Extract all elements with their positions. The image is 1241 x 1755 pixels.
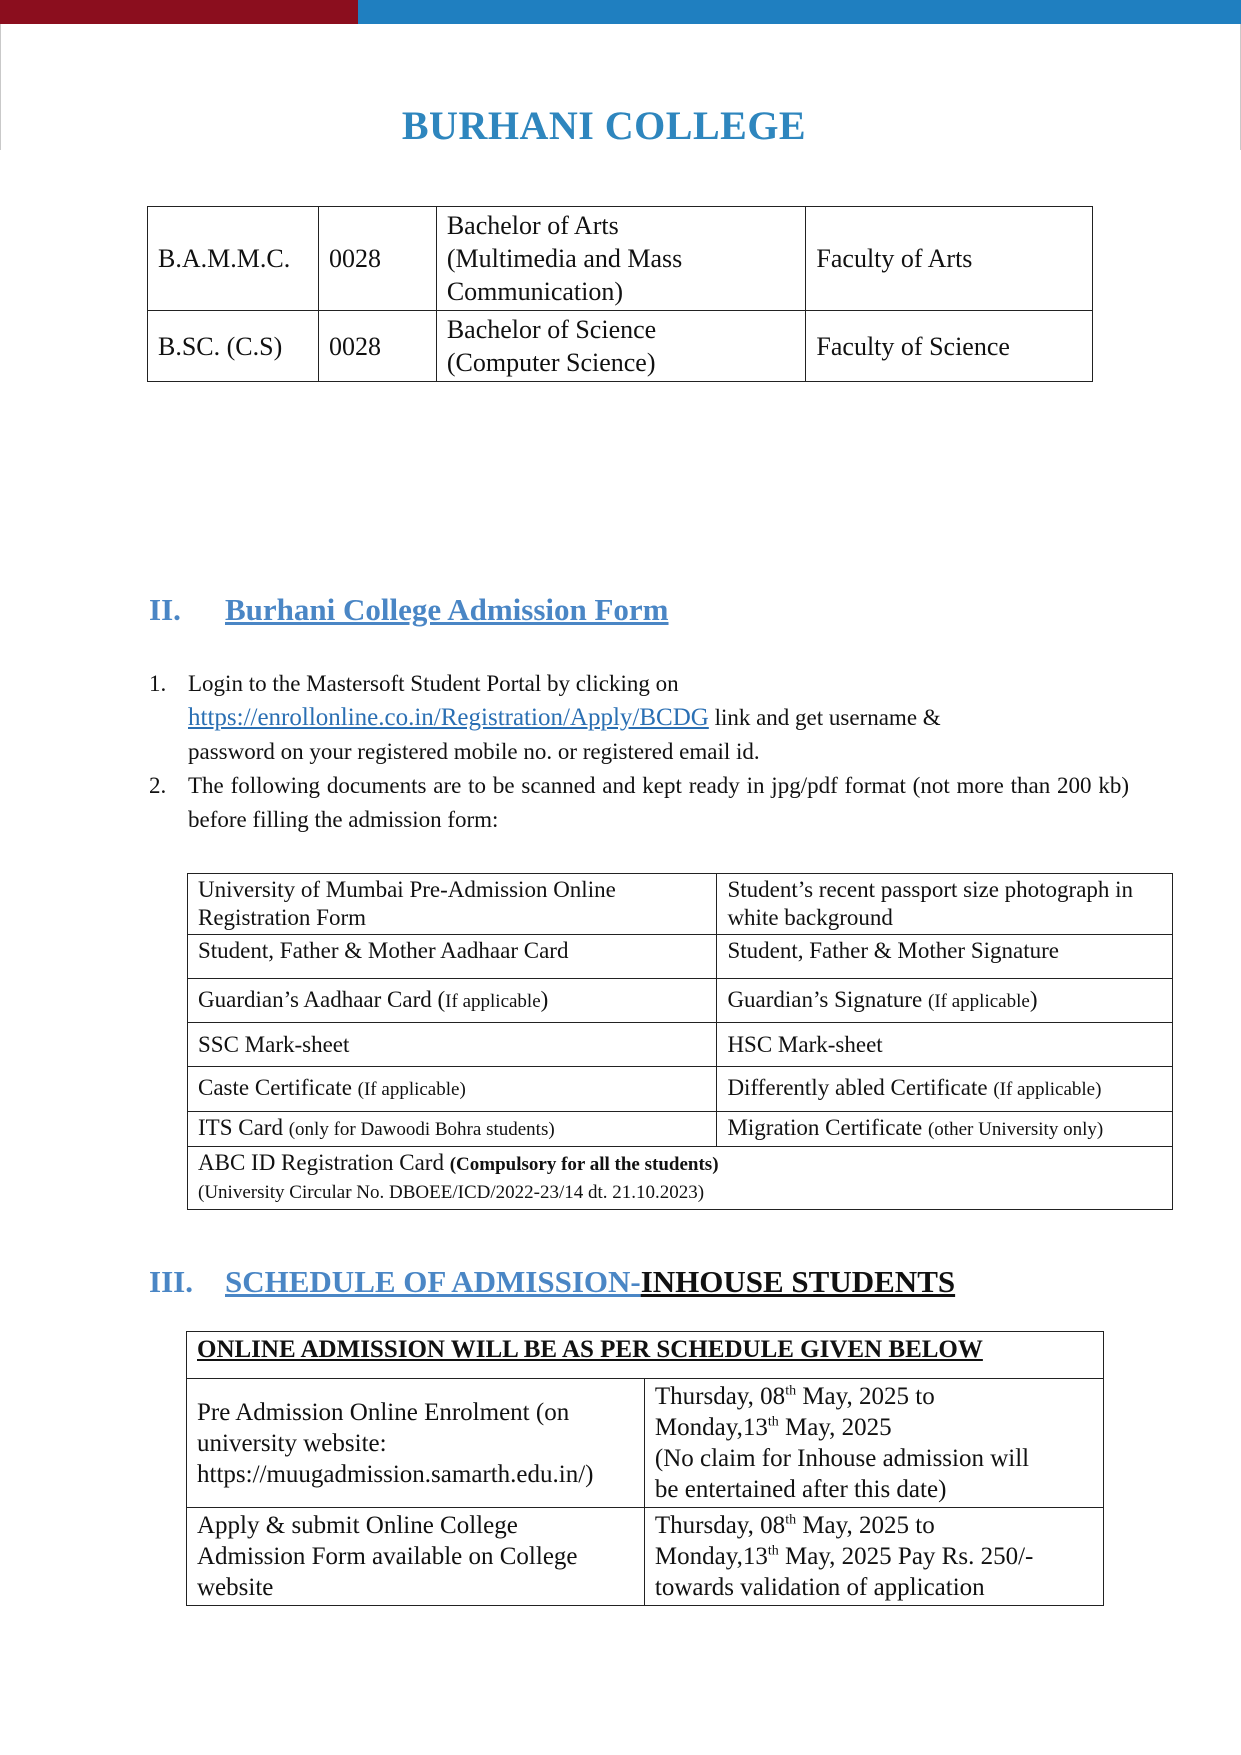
date-text: May, 2025 to	[796, 1383, 935, 1410]
schedule-dates	[644, 1379, 1103, 1508]
schedule-line: Pre Admission Online Enrolment (on	[197, 1398, 570, 1426]
date-suffix: th	[767, 1414, 779, 1430]
schedule-line	[655, 1510, 1093, 1541]
date-text: Monday,13	[654, 1543, 768, 1570]
document-note: (If applicable)	[357, 1079, 466, 1100]
date-suffix: th	[785, 1383, 797, 1399]
document-note: If applicable	[445, 990, 541, 1012]
schedule-line: Apply & submit Online College	[197, 1512, 518, 1539]
document-text: )	[540, 986, 549, 1012]
header-bar-blue	[358, 0, 1241, 24]
step-text: The following documents are to be scanned and kept ready in jpg/pdf format (not more than 200 kb) before filling the admission form:	[188, 773, 1129, 832]
section-title-black: INHOUSE STUDENTS	[640, 1264, 956, 1299]
document-note: (only for Dawoodi Bohra students)	[288, 1119, 555, 1140]
list-item	[149, 667, 1129, 769]
document-cell	[717, 1067, 1173, 1112]
courses-table	[147, 206, 1093, 382]
date-suffix: th	[767, 1543, 779, 1559]
course-name	[436, 311, 806, 382]
document-cell	[717, 979, 1173, 1023]
document-text: ITS Card	[198, 1115, 289, 1140]
registration-link[interactable]: https://enrollonline.co.in/Registration/Apply/BCDG	[188, 704, 709, 731]
section-heading-schedule	[149, 1264, 955, 1300]
schedule-header-text: ONLINE ADMISSION WILL BE AS PER SCHEDULE GIVEN BELOW	[197, 1336, 983, 1363]
document-cell: University of Mumbai Pre-Admission Online Registration Form	[188, 874, 717, 935]
schedule-line: Admission Form available on College	[197, 1543, 578, 1570]
table-row	[188, 1147, 1173, 1210]
date-text: May, 2025	[778, 1414, 892, 1441]
date-text: May, 2025 Pay Rs. 250/-	[778, 1543, 1034, 1570]
section-title-blue: SCHEDULE OF ADMISSION-	[225, 1264, 641, 1299]
course-name-line: Communication)	[446, 277, 624, 306]
course-name-line: Bachelor of Arts	[446, 211, 619, 240]
table-row	[188, 1023, 1173, 1067]
schedule-activity	[187, 1508, 645, 1606]
course-code: B.SC. (C.S)	[148, 311, 319, 382]
schedule-line: be entertained after this date)	[654, 1476, 947, 1503]
document-text: Differently abled Certificate	[727, 1075, 994, 1100]
schedule-line	[655, 1412, 1093, 1443]
step-number: 2.	[149, 773, 167, 798]
table-row	[188, 979, 1173, 1023]
document-text: ABC ID Registration Card	[198, 1150, 450, 1175]
document-text: Guardian’s Aadhaar Card (	[198, 986, 446, 1012]
schedule-table	[186, 1331, 1104, 1606]
section-heading-admission-form	[149, 592, 669, 628]
circular-reference: (University Circular No. DBOEE/ICD/2022-23/14 dt. 21.10.2023)	[198, 1182, 705, 1203]
section-number: II.	[149, 592, 181, 627]
section-number: III.	[149, 1264, 193, 1299]
document-cell	[717, 1112, 1173, 1147]
step-number: 1.	[149, 671, 167, 696]
course-faculty: Faculty of Arts	[806, 207, 1093, 311]
date-text: May, 2025 to	[796, 1512, 935, 1539]
table-row	[148, 311, 1093, 382]
course-code: B.A.M.M.C.	[148, 207, 319, 311]
course-name-line: (Multimedia and Mass	[446, 244, 683, 273]
schedule-line	[655, 1541, 1093, 1572]
document-note: (If applicable	[928, 990, 1030, 1012]
table-row	[187, 1508, 1104, 1606]
step-line: password on your registered mobile no. or registered email id.	[188, 739, 760, 764]
schedule-line: https://muugadmission.samarth.edu.in/)	[197, 1460, 594, 1488]
course-number: 0028	[318, 311, 436, 382]
course-number: 0028	[318, 207, 436, 311]
document-cell-wide	[188, 1147, 1173, 1210]
schedule-line	[655, 1381, 1093, 1412]
table-row	[148, 207, 1093, 311]
step-line	[188, 701, 1129, 735]
table-row	[187, 1379, 1104, 1508]
document-cell: SSC Mark-sheet	[188, 1023, 717, 1067]
list-item	[149, 769, 1129, 837]
header-bar-red	[0, 0, 358, 24]
document-cell: HSC Mark-sheet	[717, 1023, 1173, 1067]
date-suffix: th	[785, 1512, 797, 1528]
schedule-line: website	[197, 1574, 274, 1601]
document-text: Caste Certificate	[198, 1075, 358, 1100]
schedule-activity	[187, 1379, 645, 1508]
document-text: )	[1029, 986, 1038, 1012]
document-note: (Compulsory for all the students)	[449, 1154, 719, 1175]
document-cell	[188, 1067, 717, 1112]
document-note: (If applicable)	[993, 1079, 1102, 1100]
table-row	[188, 935, 1173, 979]
schedule-line: towards validation of application	[654, 1574, 985, 1601]
documents-table	[187, 873, 1173, 1210]
document-cell: Student, Father & Mother Aadhaar Card	[188, 935, 717, 979]
schedule-header	[187, 1332, 1104, 1379]
step-text	[188, 667, 1129, 769]
college-title: BURHANI COLLEGE	[401, 103, 807, 148]
document-cell	[188, 1112, 717, 1147]
admission-steps	[149, 667, 1129, 837]
document-cell: Student’s recent passport size photograph in white background	[717, 874, 1173, 935]
document-cell: Student, Father & Mother Signature	[717, 935, 1173, 979]
table-row	[188, 874, 1173, 935]
document-line	[198, 1149, 1162, 1179]
date-text: Monday,13	[654, 1414, 768, 1441]
table-row	[188, 1067, 1173, 1112]
course-name-line: Bachelor of Science	[446, 315, 657, 344]
table-row	[187, 1332, 1104, 1379]
document-note: (other University only)	[927, 1119, 1104, 1140]
schedule-line: university website:	[197, 1429, 387, 1457]
document-text: Guardian’s Signature	[727, 986, 929, 1012]
date-text: Thursday, 08	[654, 1512, 786, 1539]
section-title: Burhani College Admission Form	[225, 592, 669, 627]
step-line: Login to the Mastersoft Student Portal by clicking on	[188, 671, 679, 696]
step-line-text: link and get username &	[708, 705, 941, 730]
schedule-line: (No claim for Inhouse admission will	[654, 1445, 1030, 1472]
schedule-dates	[644, 1508, 1103, 1606]
course-name-line: (Computer Science)	[446, 348, 656, 377]
date-text: Thursday, 08	[654, 1383, 786, 1410]
document-text: Migration Certificate	[727, 1115, 928, 1140]
table-row	[188, 1112, 1173, 1147]
course-faculty: Faculty of Science	[806, 311, 1093, 382]
document-cell	[188, 979, 717, 1023]
course-name	[436, 207, 806, 311]
